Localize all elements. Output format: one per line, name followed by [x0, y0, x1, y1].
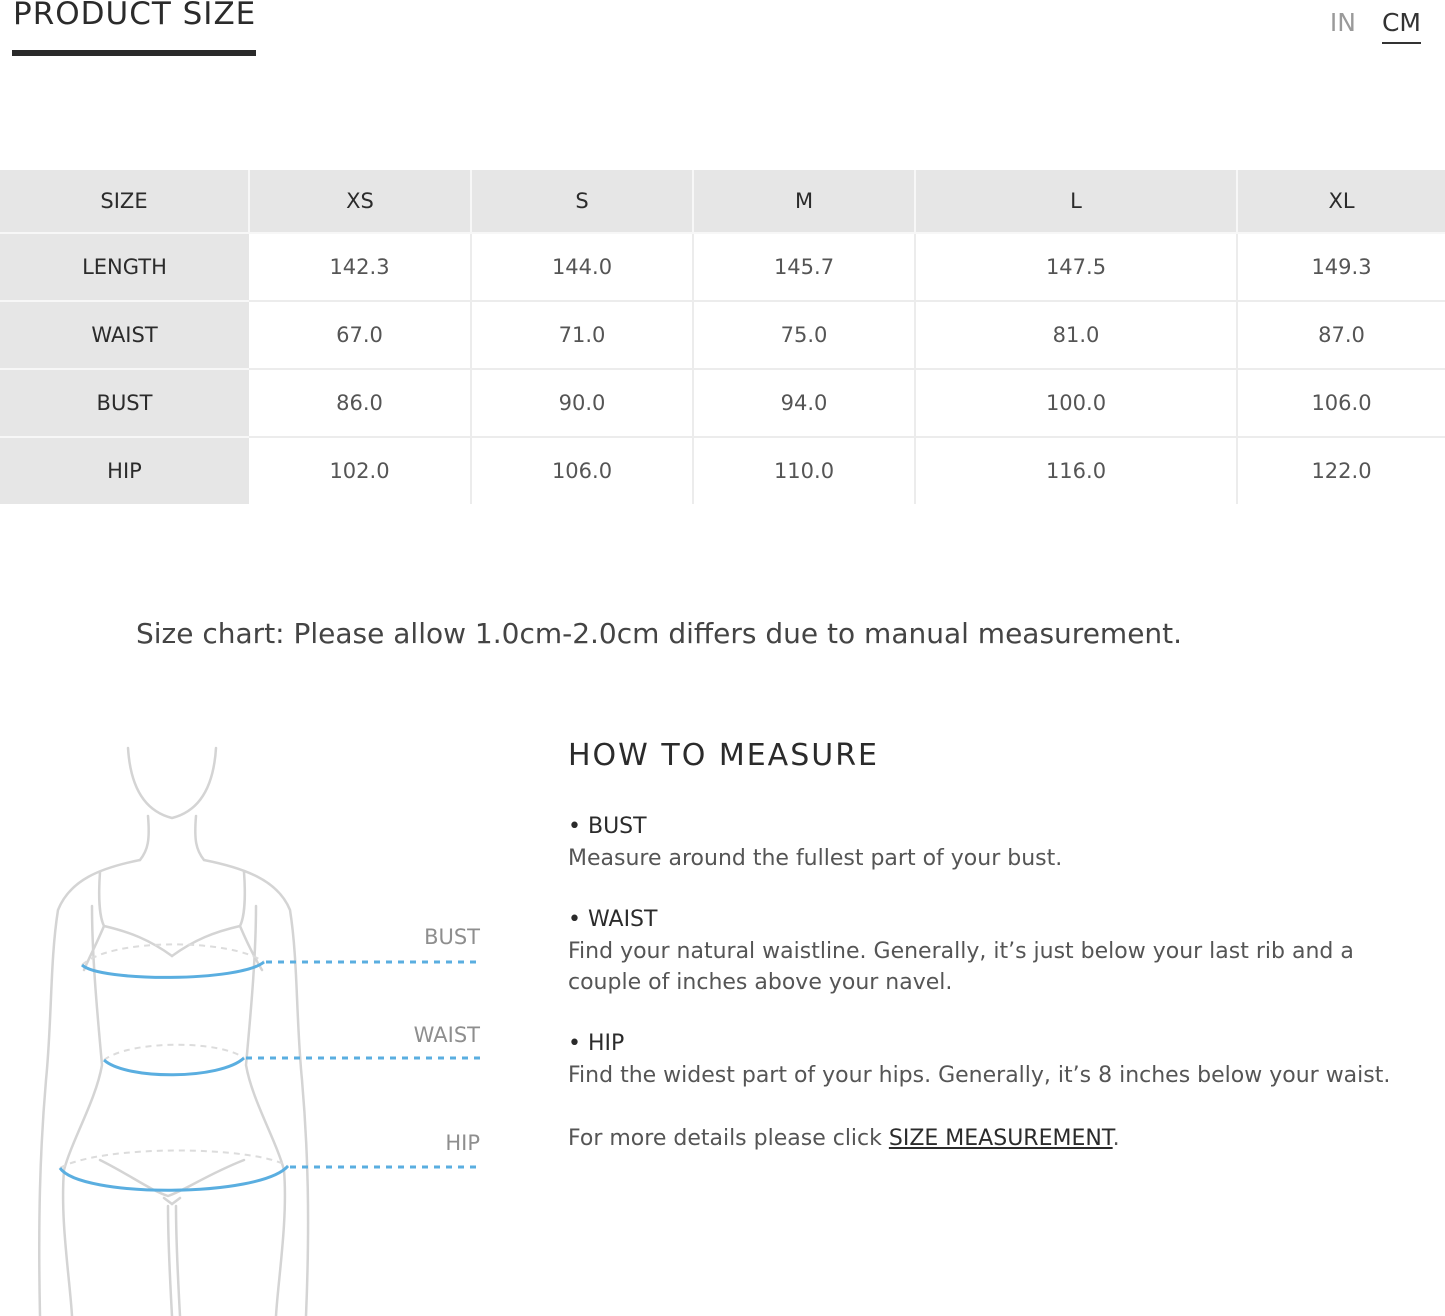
table-cell: 149.3 — [1237, 233, 1445, 301]
unit-in-toggle[interactable]: IN — [1329, 8, 1356, 37]
column-header: S — [471, 170, 693, 233]
measure-item-text: Measure around the fullest part of your bust. — [568, 846, 1063, 871]
more-details-line — [568, 1123, 1428, 1154]
column-header: L — [915, 170, 1237, 233]
table-cell: 145.7 — [693, 233, 915, 301]
column-header: SIZE — [0, 170, 249, 233]
table-cell: 90.0 — [471, 369, 693, 437]
row-header: HIP — [0, 437, 249, 504]
measure-item-text: Find your natural waistline. Generally, it’s just below your last rib and a couple of inches above your navel. — [568, 939, 1354, 995]
table-row — [0, 369, 1445, 437]
table-cell: 142.3 — [249, 233, 471, 301]
measure-item-heading: • WAIST — [568, 907, 658, 932]
measure-item-waist — [568, 904, 1428, 998]
table-cell: 106.0 — [471, 437, 693, 504]
table-cell: 147.5 — [915, 233, 1237, 301]
table-header-row — [0, 170, 1445, 233]
table-row — [0, 437, 1445, 504]
measure-front-lines — [60, 962, 288, 1190]
hip-figure-label: HIP — [445, 1131, 480, 1155]
table-cell: 94.0 — [693, 369, 915, 437]
table-cell: 110.0 — [693, 437, 915, 504]
table-cell: 86.0 — [249, 369, 471, 437]
table-cell: 67.0 — [249, 301, 471, 369]
row-header: BUST — [0, 369, 249, 437]
how-to-measure-title: HOW TO MEASURE — [568, 738, 880, 773]
table-cell: 71.0 — [471, 301, 693, 369]
table-cell: 75.0 — [693, 301, 915, 369]
body-outline — [39, 748, 308, 1316]
measure-item-heading: • HIP — [568, 1031, 625, 1056]
table-cell: 81.0 — [915, 301, 1237, 369]
more-details-prefix: For more details please click — [568, 1126, 889, 1151]
page-title: PRODUCT SIZE — [13, 0, 257, 32]
column-header: XS — [249, 170, 471, 233]
column-header: M — [693, 170, 915, 233]
table-cell: 144.0 — [471, 233, 693, 301]
table-cell: 87.0 — [1237, 301, 1445, 369]
measure-item-hip — [568, 1028, 1428, 1091]
more-details-suffix: . — [1112, 1126, 1120, 1151]
table-cell: 116.0 — [915, 437, 1237, 504]
measure-item-heading: • BUST — [568, 814, 647, 839]
column-header: XL — [1237, 170, 1445, 233]
title-underline — [12, 50, 256, 56]
size-measurement-link[interactable]: SIZE MEASUREMENT — [888, 1126, 1113, 1151]
row-header: WAIST — [0, 301, 249, 369]
table-cell: 102.0 — [249, 437, 471, 504]
body-outline-illustration — [0, 720, 520, 1316]
unit-toggle — [1330, 8, 1421, 44]
size-chart-note: Size chart: Please allow 1.0cm-2.0cm differs due to manual measurement. — [136, 617, 1183, 650]
measure-item-text: Find the widest part of your hips. Generally, it’s 8 inches below your waist. — [568, 1063, 1391, 1088]
bust-figure-label: BUST — [424, 925, 480, 949]
table-cell: 100.0 — [915, 369, 1237, 437]
unit-cm-toggle[interactable]: CM — [1382, 8, 1421, 44]
waist-figure-label: WAIST — [413, 1023, 480, 1047]
size-table — [0, 170, 1445, 504]
how-to-measure-section — [568, 735, 1428, 1154]
table-cell: 106.0 — [1237, 369, 1445, 437]
table-row — [0, 233, 1445, 301]
table-cell: 122.0 — [1311, 459, 1372, 483]
measure-item-bust — [568, 811, 1428, 874]
table-row — [0, 301, 1445, 369]
body-measurement-figure — [0, 720, 520, 1316]
row-header: LENGTH — [0, 233, 249, 301]
